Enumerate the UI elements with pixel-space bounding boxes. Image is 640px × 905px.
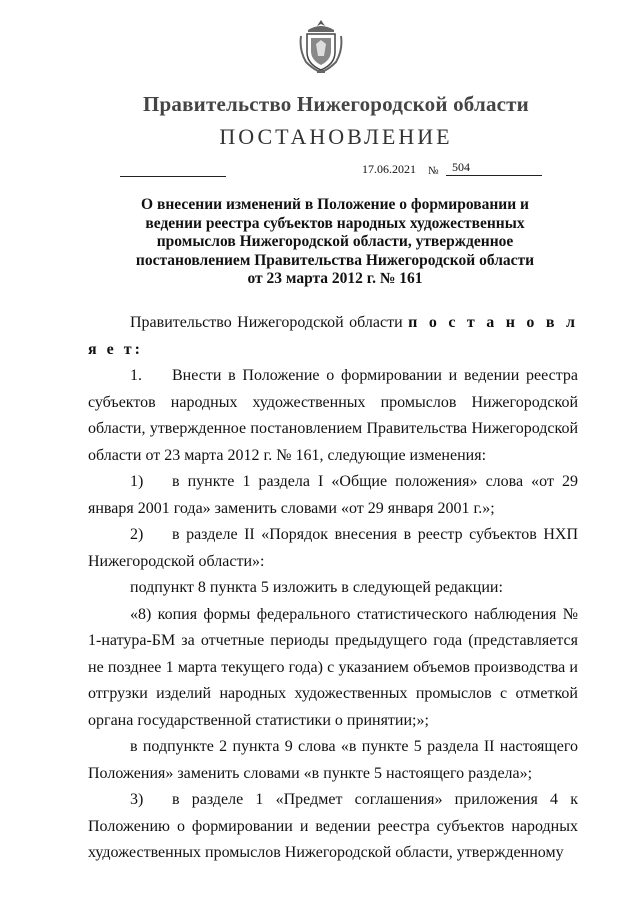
subitem-text: в пункте 1 раздела I «Общие положения» слова «от 29 января 2001 года» заменить словами «от 29 января 2001 г.»; <box>88 473 578 517</box>
subject-line: О внесении изменений в Положение о формировании и <box>141 196 529 213</box>
organization-title: Правительство Нижегородской области <box>143 92 529 116</box>
item-number: 1. <box>130 367 142 384</box>
coat-of-arms-emblem <box>298 18 344 74</box>
item-text: Внести в Положение о формировании и ведении реестра субъектов народных художественных промыслов Нижегородской области, утвержденное постановлением Правительства Нижегородской области от 23 марта 2012 г. № 161, следующие изменения: <box>88 367 578 464</box>
subject-line: от 23 марта 2012 г. № 161 <box>247 270 423 287</box>
subitem-number: 3) <box>130 791 144 808</box>
number-label: № <box>428 165 439 177</box>
intro-paragraph <box>88 310 578 363</box>
subitem-number: 1) <box>130 473 144 490</box>
document-subject <box>100 196 570 289</box>
subject-line: промыслов Нижегородской области, утвержденное <box>156 233 514 250</box>
subitem-2-paragraph <box>88 522 578 575</box>
subitem-text: в разделе II «Порядок внесения в реестр субъектов НХП Нижегородской области»: <box>88 526 578 570</box>
resolves-word: п о с т а н о в л я е т: <box>88 314 579 358</box>
subitem-number: 2) <box>130 526 144 543</box>
subject-line: ведении реестра субъектов народных художественных <box>145 214 525 232</box>
document-number: 504 <box>446 161 542 176</box>
subject-line: постановлением Правительства Нижегородской области <box>135 251 535 269</box>
document-body <box>88 310 578 867</box>
subitem-text: в разделе 1 «Предмет соглашения» приложения 4 к Положению о формировании и ведении реестра субъектов народных художественных промыслов Нижегородской области, утвержденному <box>88 791 578 861</box>
intro-text: Правительство Нижегородской области <box>130 314 409 331</box>
document-date: 17.06.2021 <box>362 162 416 176</box>
subitem-1-paragraph <box>88 469 578 522</box>
subitem-2-quote: «8) копия формы федерального статистического наблюдения № 1-натура-БМ за отчетные периоды предыдущего года (представляется не позднее 1 марта текущего года) с указанием объемов производства и отгрузки изделий народных художественных промыслов с отметкой органа государственной статистики о принятии;»; <box>88 605 578 729</box>
subitem-2-instruction: подпункт 8 пункта 5 изложить в следующей редакции: <box>130 579 503 596</box>
item-1-paragraph <box>88 363 578 469</box>
subitem-2-replacement: в подпункте 2 пункта 9 слова «в пункте 5 раздела II настоящего Положения» заменить словами «в пункте 5 настоящего раздела»; <box>88 738 578 782</box>
document-type: ПОСТАНОВЛЕНИЕ <box>219 124 453 149</box>
blank-signature-line <box>120 176 226 177</box>
subitem-3-paragraph <box>88 787 578 867</box>
